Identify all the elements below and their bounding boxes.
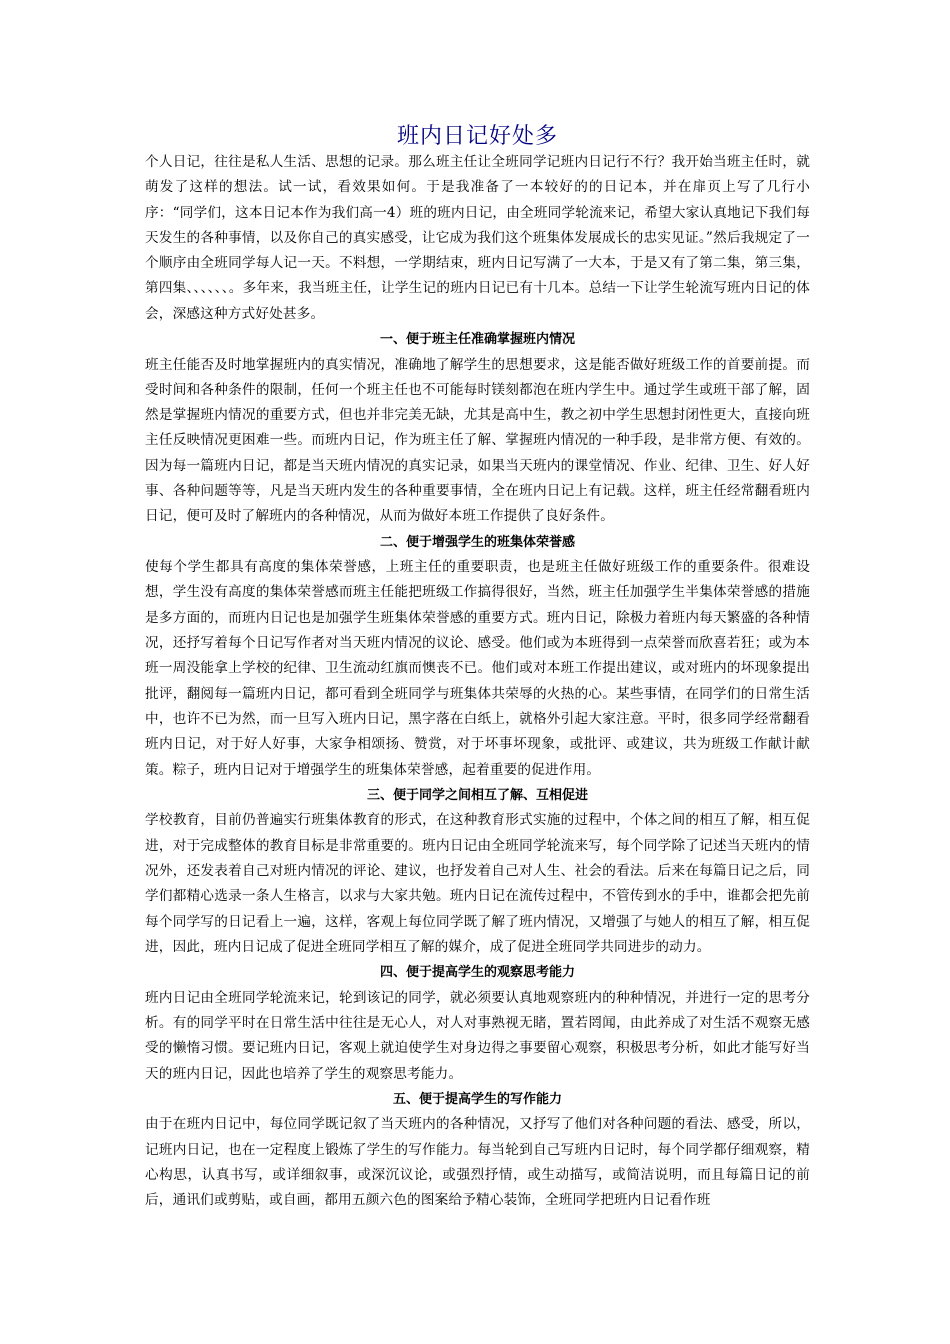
section-3 <box>145 783 810 960</box>
section-heading: 四、便于提高学生的观察思考能力 <box>379 965 575 981</box>
section-2 <box>145 530 810 783</box>
section-paragraph: 学校教育，目前仍普遍实行班集体教育的形式，在这种教育形式实施的过程中，个体之间的相互了解，相互促进，对于完成整体的教育目标是非常重要的。班内日记由全班同学轮流来写，每个同学除了记述当天班内的情况外，还发表着自己对班内情况的评论、建议，也抒发着自己对人生、社会的看法。后来在每篇日记之后，同学们都精心选录一条人生格言，以求与大家共勉。班内日记在流传过程中，不管传到水的手中，谁都会把先前每个同学写的日记看上一遍，这样，客观上每位同学既了解了班内情况，又增强了与她人的相互了解，相互促进，因此，班内日记成了促进全班同学相互了解的媒介，成了促进全班同学共同进步的动力。 <box>145 812 810 955</box>
section-paragraph: 使每个学生都具有高度的集体荣誉感，上班主任的重要职责，也是班主任做好班级工作的重要条件。很难设想，学生没有高度的集体荣誉感而班主任能把班级工作搞得很好，当然，班主任加强学生半集体荣誉感的措施是多方面的，而班内日记也是加强学生班集体荣誉感的重要方式。班内日记，除极力着班内每天繁盛的各种情况，还抒写着每个日记写作者对当天班内情况的议论、感受。他们或为本班得到一点荣誉而欣喜若狂；或为本班一周没能拿上学校的纪律、卫生流动红旗而懊丧不已。他们或对本班工作提出建议，或对班内的坏现象提出批评，翻阅每一篇班内日记，都可看到全班同学与班集体共荣辱的火热的心。某些事情，在同学们的日常生活中，也许不已为然，而一旦写入班内日记，黑字落在白纸上，就格外引起大家注意。平时，很多同学经常翻看班内日记，对于好人好事，大家争相颂扬、赞赏，对于坏事坏现象，或批评、或建议，共为班级工作献计献策。粽子，班内日记对于增强学生的班集体荣誉感，起着重要的促进作用。 <box>145 559 810 778</box>
section-heading: 一、便于班主任准确掌握班内情况 <box>379 332 575 348</box>
intro-paragraph: 个人日记，往往是私人生活、思想的记录。那么班主任让全班同学记班内日记行不行？我开始当班主任时，就萌发了这样的想法。试一试，看效果如何。于是我准备了一本较好的的日记本，并在扉页上写了几行小序：“同学们，这本日记本作为我们高一4）班的班内日记，由全班同学轮流来记，希望大家认真地记下我们每天发生的各种事情，以及你自己的真实感受，让它成为我们这个班集体发展成长的忠实见证。”然后我规定了一个顺序由全班同学每人记一天。不料想，一学期结束，班内日记写满了一大本，于是又有了第二集，第三集，第四集、、、、、、。多年来，我当班主任，让学生记的班内日记已有十几本。总结一下让学生轮流写班内日记的体会，深感这种方式好处甚多。 <box>145 154 810 322</box>
section-1 <box>145 327 810 530</box>
section-heading: 五、便于提高学生的写作能力 <box>392 1091 562 1107</box>
section-paragraph: 班内日记由全班同学轮流来记，轮到该记的同学，就必须要认真地观察班内的种种情况，并进行一定的思考分析。有的同学平时在日常生活中往往是无心人，对人对事熟视无睹，置若罔闻，由此养成了对生活不观察无感受的懒惰习惯。要记班内日记，客观上就迫使学生对身边得之事要留心观察，积极思考分析，如此才能写好当天的班内日记，因此也培养了学生的观察思考能力。 <box>145 989 810 1082</box>
section-4 <box>145 960 810 1087</box>
section-paragraph: 班主任能否及时地掌握班内的真实情况，准确地了解学生的思想要求，这是能否做好班级工作的首要前提。而受时间和各种条件的限制，任何一个班主任也不可能每时镁刻都泡在班内学生中。通过学生或班干部了解，固然是掌握班内情况的重要方式，但也并非完美无缺，尤其是高中生，教之初中学生思想封闭性更大，直接向班主任反映情况更困难一些。而班内日记，作为班主任了解、掌握班内情况的一种手段，是非常方便、有效的。因为每一篇班内日记，都是当天班内情况的真实记录，如果当天班内的课堂情况、作业、纪律、卫生、好人好事、各种问题等等，凡是当天班内发生的各种重要事情，全在班内日记上有记载。这样，班主任经常翻看班内日记，便可及时了解班内的各种情况，从而为做好本班工作提供了良好条件。 <box>145 356 810 525</box>
section-heading: 二、便于增强学生的班集体荣誉感 <box>379 534 575 550</box>
document-body <box>145 150 810 1213</box>
section-paragraph: 由于在班内日记中，每位同学既记叙了当天班内的各种情况，又抒写了他们对各种问题的看法、感受，所以，记班内日记，也在一定程度上锻炼了学生的写作能力。每当轮到自己写班内日记时，每个同学都仔细观察，精心构思，认真书写，或详细叙事，或深沉议论，或强烈抒情，或生动描写，或简洁说明，而且每篇日记的前后，通讯们或剪贴，或自画，都用五颜六色的图案给予精心装饰，全班同学把班内日记看作班 <box>145 1116 810 1209</box>
section-5 <box>145 1087 810 1214</box>
document-title: 班内日记好处多 <box>396 124 558 149</box>
section-heading: 三、便于同学之间相互了解、互相促进 <box>366 787 588 803</box>
